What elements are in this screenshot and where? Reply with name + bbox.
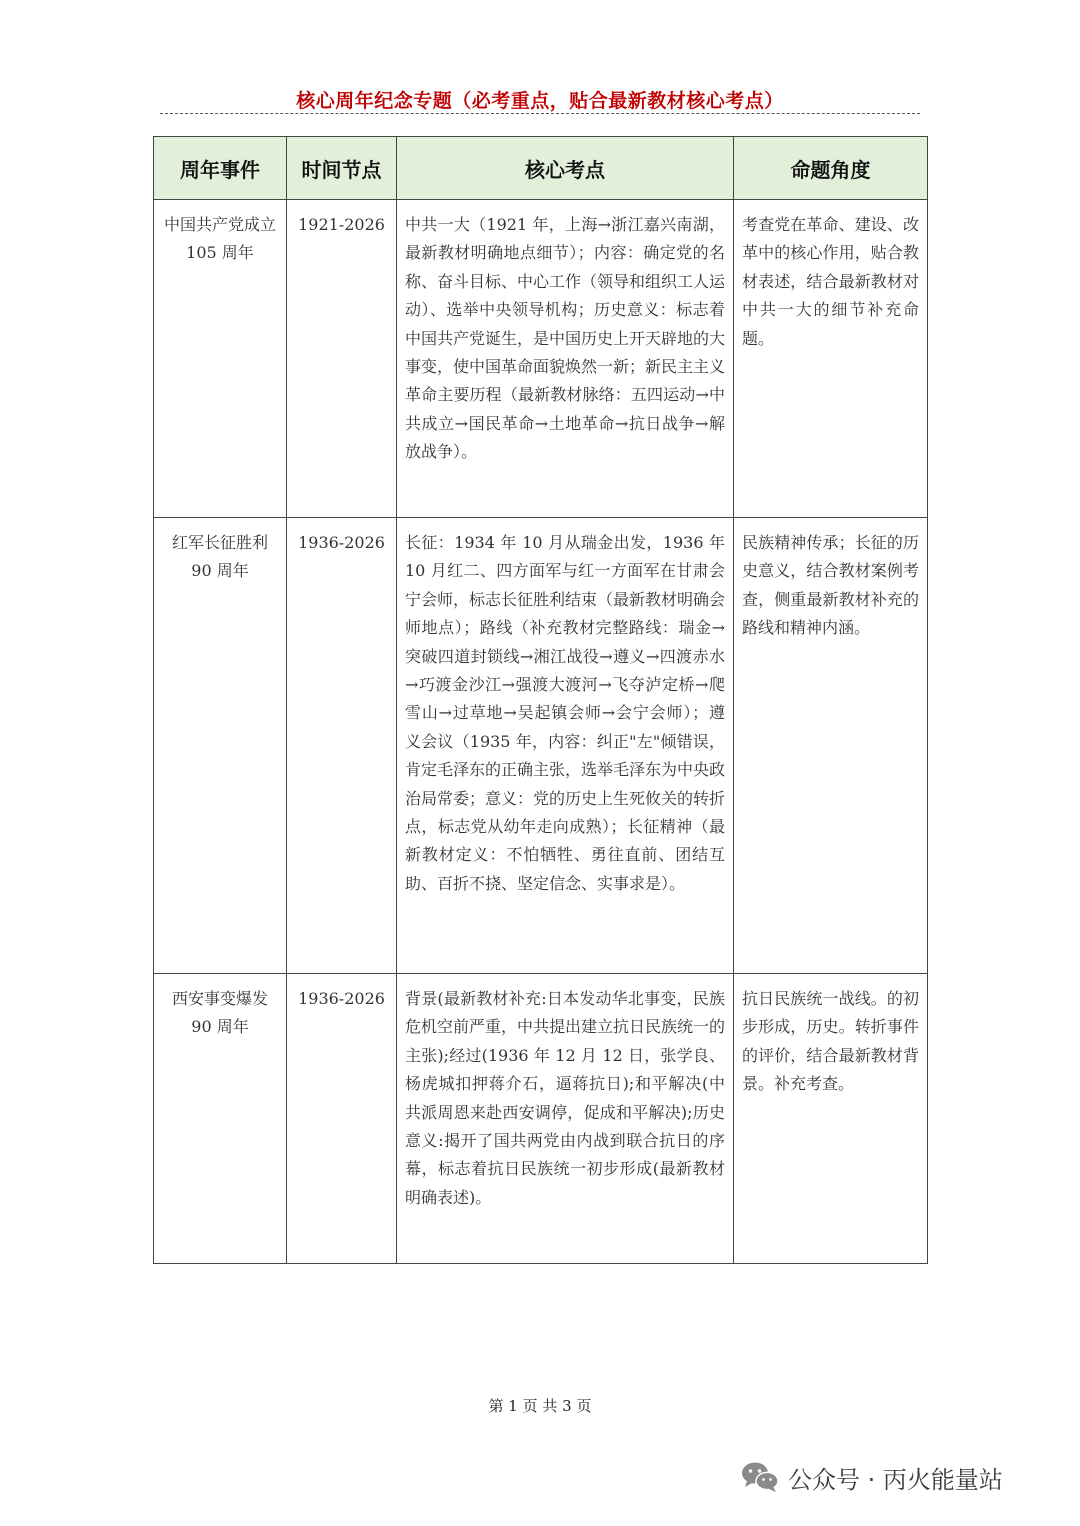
table-header-row [154,137,928,200]
date-cell: 1921-2026 [287,200,397,518]
column-header-event: 周年事件 [154,137,287,200]
question-angle-cell: 抗日民族统一战线。的初步形成，历史。转折事件的评价，结合最新教材背景。补充考查。 [734,974,928,1264]
column-header-angle: 命题角度 [734,137,928,200]
table-row [154,974,928,1264]
key-point-cell: 中共一大（1921 年，上海→浙江嘉兴南湖，最新教材明确地点细节）；内容：确定党的名称、奋斗目标、中心工作（领导和组织工人运动）、选举中央领导机构；历史意义：标志着中国共产党诞生，是中国历史上开天辟地的大事变，使中国革命面貌焕然一新；新民主主义革命主要历程（最新教材脉络：五四运动→中共成立→国民革命→土地革命→抗日战争→解放战争）。 [397,200,734,518]
watermark [740,1457,1003,1497]
column-header-date: 时间节点 [287,137,397,200]
watermark-text: 公众号 · 丙火能量站 [788,1465,1003,1494]
date-cell: 1936-2026 [287,974,397,1264]
event-cell: 红军长征胜利 90 周年 [154,518,287,974]
anniversary-table [153,136,928,1264]
wechat-icon [740,1460,780,1494]
event-cell: 西安事变爆发 90 周年 [154,974,287,1264]
header-divider [160,113,920,114]
question-angle-cell: 考查党在革命、建设、改革中的核心作用，贴合教材表述，结合最新教材对中共一大的细节补充命题。 [734,200,928,518]
key-point-cell: 长征：1934 年 10 月从瑞金出发，1936 年 10 月红二、四方面军与红一方面军在甘肃会宁会师，标志长征胜利结束（最新教材明确会师地点）；路线（补充教材完整路线：瑞金→突破四道封锁线→湘江战役→遵义→四渡赤水→巧渡金沙江→强渡大渡河→飞夺泸定桥→爬雪山→过草地→吴起镇会师→会宁会师）；遵义会议（1935 年，内容：纠正"左"倾错误，肯定毛泽东的正确主张，选举毛泽东为中央政治局常委；意义：党的历史上生死攸关的转折点，标志党从幼年走向成熟）；长征精神（最新教材定义：不怕牺牲、勇往直前、团结互助、百折不挠、坚定信念、实事求是）。 [397,518,734,974]
event-cell: 中国共产党成立 105 周年 [154,200,287,518]
column-header-point: 核心考点 [397,137,734,200]
table-row [154,518,928,974]
question-angle-cell: 民族精神传承；长征的历史意义，结合教材案例考查，侧重最新教材补充的路线和精神内涵。 [734,518,928,974]
key-point-cell: 背景(最新教材补充:日本发动华北事变，民族危机空前严重，中共提出建立抗日民族统一的主张);经过(1936 年 12 月 12 日，张学良、杨虎城扣押蒋介石，逼蒋抗日);和平解决(中共派周恩来赴西安调停，促成和平解决);历史意义:揭开了国共两党由内战到联合抗日的序幕，标志着抗日民族统一初步形成(最新教材明确表述)。 [397,974,734,1264]
table-row [154,200,928,518]
page-number: 第 1 页 共 3 页 [488,1397,592,1415]
page-title: 核心周年纪念专题（必考重点，贴合最新教材核心考点） [296,90,784,112]
date-cell: 1936-2026 [287,518,397,974]
